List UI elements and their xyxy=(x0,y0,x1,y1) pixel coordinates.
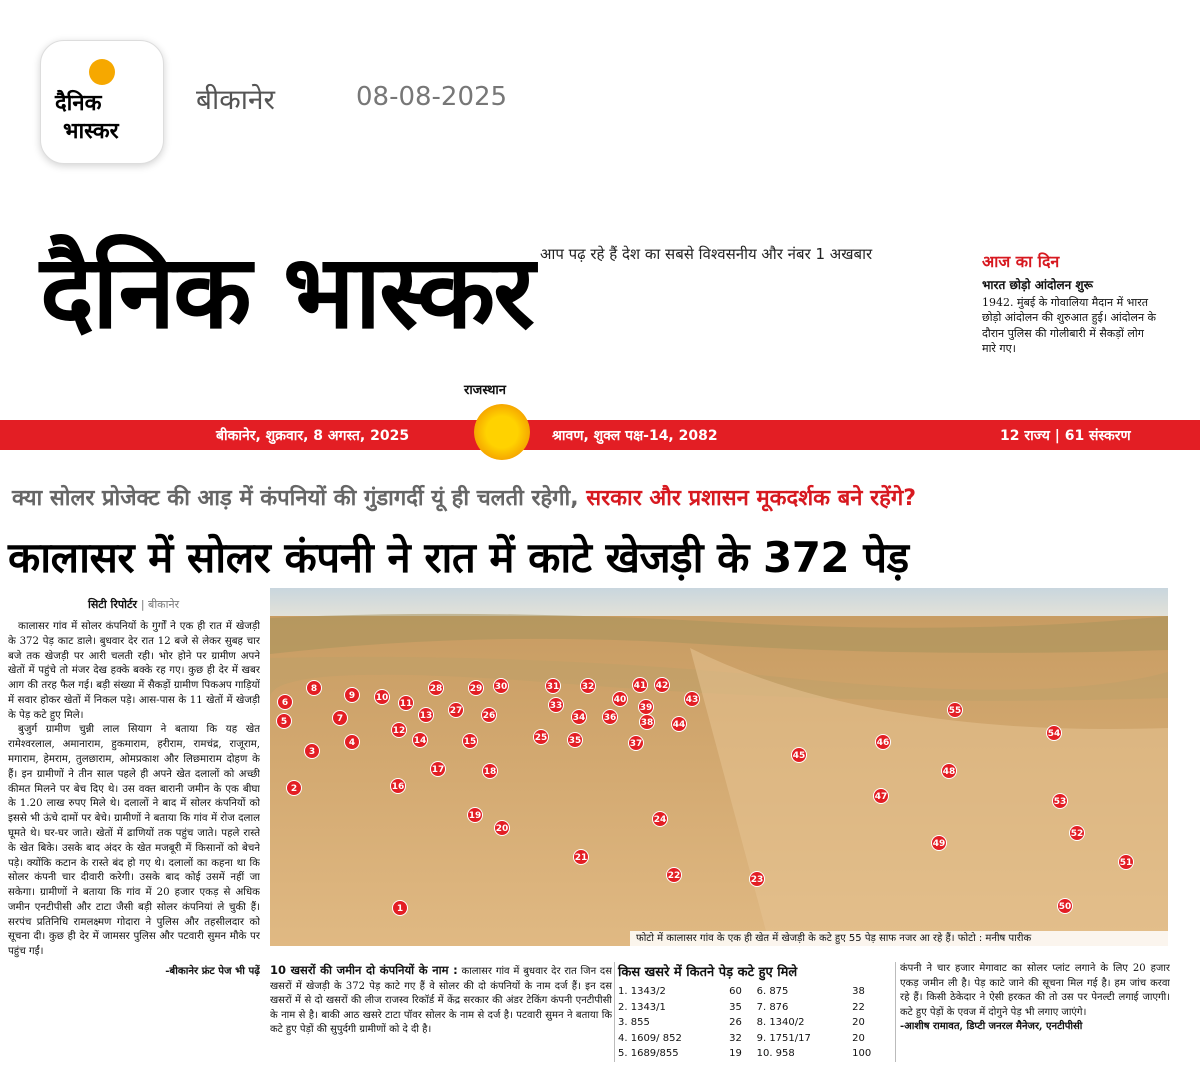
headline: कालासर में सोलर कंपनी ने रात में काटे खेजड़ी के 372 पेड़ xyxy=(8,533,909,582)
tree-marker: 31 xyxy=(545,678,561,694)
official-quote xyxy=(900,962,1170,1062)
tree-marker: 55 xyxy=(947,702,963,718)
story-paragraph: बुजुर्ग ग्रामीण चुन्नी लाल सियाग ने बताया कि यह खेत रामेश्वरलाल, अमानाराम, हुकमाराम, हरीराम, रामचंद्र, राजूराम, मगाराम, हेमराम, तुलछाराम, ओमप्रकाश और लिछमाराम दोहण के हैं। इन ग्रामीणों ने तीन साल पहले ही अपने खेत दलालों को अच्छी कीमत मिलने पर बेच दिए थे। उस वक्त बारानी जमीन के एक बीघा के 1.20 लाख रुपए मिले थे। दलालों ने बाद में सोलर कंपनियों को इससे भी ऊंचे दामों पर बेचे। ग्रामीणों ने बताया कि गांव में रोज दलाल घूमते थे। घर-घर जाते। खेतों में ढाणियों तक पहुंच जाते। पहले रास्ते के खेत बिके। उसके बाद अंदर के खेत मजबूरी में किसानों को बेचने पड़े। क्योंकि कटान के रास्ते बंद हो गए थे। दलालों का कहना था कि सोलर कंपनी चार दीवारी करेगी। उसके बाद कोई उसमें नहीं जा सकेगा। ग्रामीणों ने बताया कि गांव में 20 हजार एकड़ से अधिक जमीन एनटीपीसी और टाटा जैसी बड़ी सोलर कंपनियां ले चुकी हैं। सरपंच प्रतिनिधि रामलक्ष्मण गोदारा ने पुलिस और तहसीलदार को सूचना दी। कुछ ही देर में जामसर पुलिस और पटवारी सुमन मौके पर पहुंच गईं। xyxy=(8,724,260,958)
tree-marker: 44 xyxy=(671,716,687,732)
sun-icon xyxy=(89,59,115,85)
table-cell: 20 xyxy=(852,1032,865,1044)
today-box xyxy=(982,250,1160,357)
table-cell: 6. 875 xyxy=(756,986,789,997)
tree-marker: 49 xyxy=(931,835,947,851)
kicker-red: सरकार और प्रशासन मूकदर्शक बने रहेंगे? xyxy=(586,486,916,511)
date-strip xyxy=(0,420,1200,450)
tree-marker: 22 xyxy=(666,867,682,883)
tree-marker: 38 xyxy=(639,714,655,730)
table-cell: 1. 1343/2 xyxy=(618,986,666,997)
panchang: श्रावण, शुक्ल पक्ष-14, 2082 xyxy=(552,428,718,444)
byline xyxy=(88,597,179,612)
table-cell: 2. 1343/1 xyxy=(618,1001,666,1013)
table-cell: 3. 855 xyxy=(618,1017,650,1028)
table-cell: 5. 1689/855 xyxy=(618,1048,679,1059)
tree-marker: 10 xyxy=(374,689,390,705)
continued-note: -बीकानेर फ्रंट पेज भी पढ़ें xyxy=(165,964,260,977)
tree-marker: 4 xyxy=(344,734,360,750)
table-cell: 26 xyxy=(729,1017,742,1028)
table-cell: 9. 1751/17 xyxy=(756,1032,811,1044)
tree-marker: 15 xyxy=(462,733,478,749)
byline-city: | बीकानेर xyxy=(140,598,180,611)
table-row xyxy=(618,1031,890,1047)
tree-marker: 21 xyxy=(573,849,589,865)
tree-marker: 33 xyxy=(548,697,564,713)
landscape-illustration xyxy=(270,588,1168,946)
tree-marker: 3 xyxy=(304,743,320,759)
table-cell: 38 xyxy=(852,986,865,997)
tree-marker: 16 xyxy=(390,778,406,794)
table-cell: 22 xyxy=(852,1001,865,1013)
tree-marker: 14 xyxy=(412,732,428,748)
ownership-text: कालासर गांव में बुधवार देर रात जिन दस खसरों में खेजड़ी के 372 पेड़ काटे गए हैं वे सोलर की दो कंपनियों के नाम दर्ज हैं। इन दस खसरों में से दो खसरों की लीज राजस्व रिकॉर्ड में केंद्र सरकार की अंडर टेकिंग कंपनी एनटीपीसी के नाम से है। बाकी आठ खसरे टाटा पॉवर सोलर के नाम से दर्ज है। पटवारी सुमन ने बताया कि कटे हुए पेड़ों की सुपुर्दगी ग्रामीणों को दे दी है। xyxy=(270,966,612,1035)
tagline: आप पढ़ रहे हैं देश का सबसे विश्वसनीय और नंबर 1 अखबार xyxy=(540,245,873,263)
tree-marker: 28 xyxy=(428,680,444,696)
kicker xyxy=(12,482,916,512)
story-paragraph: कालासर गांव में सोलर कंपनियों के गुर्गों ने एक ही रात में खेजड़ी के 372 पेड़ काट डाले। बुधवार देर रात 12 बजे से लेकर सुबह चार बजे तक खेजड़ी पर आरी चलती रही। भोर होने पर ग्रामीण अपने खेतों में पहुंचे तो मंजर देख हक्के बक्के रह गए। कुछ ही देर में खबर आग की तरह फैल गई। बड़ी संख्या में सैकड़ों ग्रामीण पिकअप गाड़ियों में सवार होकर खेतों में निकल पड़े। आस-पास के 11 खेतों में खेजड़ी के पेड़ कटे हुए मिले। xyxy=(8,621,260,721)
khasra-table xyxy=(618,984,890,1062)
tree-marker: 41 xyxy=(632,677,648,693)
column-divider xyxy=(895,962,896,1062)
editions-count: 12 राज्य | 61 संस्करण xyxy=(1000,428,1131,444)
tree-marker: 17 xyxy=(430,761,446,777)
today-subheading: भारत छोड़ो आंदोलन शुरू xyxy=(982,278,1093,292)
tree-marker: 23 xyxy=(749,871,765,887)
tree-marker: 18 xyxy=(482,763,498,779)
table-title: किस खसरे में कितने पेड़ कटे हुए मिले xyxy=(618,965,798,980)
kicker-gray: क्या सोलर प्रोजेक्ट की आड़ में कंपनियों की गुंडागर्दी यूं ही चलती रहेगी, xyxy=(12,486,579,511)
edition-name: राजस्थान xyxy=(464,383,507,398)
tree-marker: 7 xyxy=(332,710,348,726)
table-cell: 7. 876 xyxy=(756,1001,789,1013)
tree-marker: 5 xyxy=(276,713,292,729)
logo-line1: दैनिक xyxy=(55,91,102,116)
tree-marker: 9 xyxy=(344,687,360,703)
table-cell: 4. 1609/ 852 xyxy=(618,1032,682,1044)
news-photo[interactable] xyxy=(270,588,1168,946)
tree-marker: 25 xyxy=(533,729,549,745)
table-cell: 10. 958 xyxy=(756,1048,795,1059)
table-cell: 19 xyxy=(729,1048,742,1059)
tree-marker: 35 xyxy=(567,732,583,748)
today-text: 1942. मुंबई के गोवालिया मैदान में भारत छोड़ो आंदोलन की शुरुआत हुई। आंदोलन के दौरान पुलिस की गोलीबारी में सैकड़ों लोग मारे गए। xyxy=(982,296,1156,356)
quote-signature: -आशीष रामावत, डिप्टी जनरल मैनेजर, एनटीपीसी xyxy=(900,1021,1083,1032)
tree-marker: 24 xyxy=(652,811,668,827)
tree-marker: 12 xyxy=(391,722,407,738)
tree-marker: 42 xyxy=(654,677,670,693)
table-cell: 35 xyxy=(729,1001,742,1013)
tree-marker: 29 xyxy=(468,680,484,696)
ownership-box xyxy=(270,962,612,1062)
tree-marker: 39 xyxy=(638,699,654,715)
tree-marker: 52 xyxy=(1069,825,1085,841)
tree-marker: 51 xyxy=(1118,854,1134,870)
tree-marker: 43 xyxy=(684,691,700,707)
khasra-table-box xyxy=(618,962,890,1062)
tree-marker: 6 xyxy=(277,694,293,710)
tree-marker: 45 xyxy=(791,747,807,763)
table-cell: 8. 1340/2 xyxy=(756,1017,805,1028)
tree-marker: 37 xyxy=(628,735,644,751)
story-column xyxy=(8,620,260,1060)
tree-marker: 13 xyxy=(418,707,434,723)
table-row xyxy=(618,984,890,1000)
newspaper-title: दैनिक भास्कर xyxy=(40,233,533,352)
tree-marker: 2 xyxy=(286,780,302,796)
tree-marker: 1 xyxy=(392,900,408,916)
table-row xyxy=(618,1000,890,1016)
byline-reporter: सिटी रिपोर्टर xyxy=(88,598,137,611)
table-cell: 20 xyxy=(852,1017,865,1028)
logo-line2: भास्कर xyxy=(63,119,119,144)
quote-text: कंपनी ने चार हजार मेगावाट का सोलर प्लांट लगाने के लिए 20 हजार एकड़ जमीन ली है। पेड़ काटे जाने की सूचना मिल गई है। हम जांच करवा रहे हैं। किसी ठेकेदार ने ऐसी हरकत की तो उस पर पेनल्टी लगाई जाएगी। कटे हुए पेड़ों के एवज में दोगुने पेड़ भी लगाए जाएंगे। xyxy=(900,963,1170,1018)
app-header xyxy=(0,0,1200,190)
tree-marker: 8 xyxy=(306,680,322,696)
tree-marker: 20 xyxy=(494,820,510,836)
table-cell: 32 xyxy=(729,1032,742,1044)
tree-marker: 19 xyxy=(467,807,483,823)
today-heading: आज का दिन xyxy=(982,252,1060,271)
edition-date: 08-08-2025 xyxy=(356,82,508,112)
tree-marker: 34 xyxy=(571,709,587,725)
tree-marker: 53 xyxy=(1052,793,1068,809)
table-cell: 60 xyxy=(729,986,742,997)
tree-marker: 48 xyxy=(941,763,957,779)
dateline: बीकानेर, शुक्रवार, 8 अगस्त, 2025 xyxy=(216,428,410,444)
sun-icon xyxy=(474,404,530,460)
app-logo[interactable] xyxy=(40,40,164,164)
tree-marker: 26 xyxy=(481,707,497,723)
tree-marker: 30 xyxy=(493,678,509,694)
column-divider xyxy=(614,962,615,1062)
tree-marker: 46 xyxy=(875,734,891,750)
ownership-title: 10 खसरों की जमीन दो कंपनियों के नाम : xyxy=(270,963,458,977)
photo-caption: फोटो में कालासर गांव के एक ही खेत में खेजड़ी के कटे हुए 55 पेड़ साफ नजर आ रहे हैं। फोटो : मनीष पारीक xyxy=(630,931,1168,947)
tree-marker: 47 xyxy=(873,788,889,804)
tree-marker: 11 xyxy=(398,695,414,711)
tree-marker: 27 xyxy=(448,702,464,718)
tree-marker: 32 xyxy=(580,678,596,694)
table-cell: 100 xyxy=(852,1048,872,1059)
tree-marker: 40 xyxy=(612,691,628,707)
tree-marker: 36 xyxy=(602,709,618,725)
table-row xyxy=(618,1015,890,1031)
tree-marker: 54 xyxy=(1046,725,1062,741)
edition-city: बीकानेर xyxy=(196,83,275,116)
tree-marker: 50 xyxy=(1057,898,1073,914)
table-row xyxy=(618,1046,890,1062)
